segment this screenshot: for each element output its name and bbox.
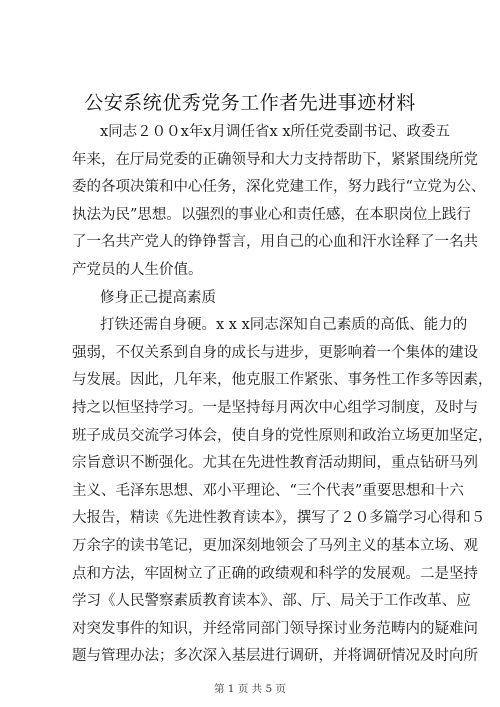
paragraph-line: 班子成员交流学习体会，使自身的党性原则和政治立场更加坚定， (72, 427, 493, 444)
paragraph-line: 产党员的人生价值。 (72, 261, 203, 278)
paragraph-line: 强弱，不仅关系到自身的成长与进步，更影响着一个集体的建设 (72, 344, 478, 361)
paragraph-line: 宗旨意识不断强化。尤其在先进性教育活动期间，重点钻研马列 (72, 455, 478, 472)
paragraph-line: 主义、毛泽东思想、邓小平理论、“三个代表”重要思想和十六 (72, 482, 464, 499)
document-body (72, 119, 493, 671)
paragraph-line: 持之以恒坚持学习。一是坚持每月两次中心组学习制度，及时与 (72, 399, 478, 416)
paragraph-line: 打铁还需自身硬。x x x同志深知自己素质的高低、能力的 (100, 317, 468, 334)
section-heading: 修身正己提高素质 (100, 289, 216, 306)
paragraph-line: 点和方法，牢固树立了正确的政绩观和科学的发展观。二是坚持 (72, 565, 478, 582)
paragraph-line: 了一名共产党人的铮铮誓言，用自己的心血和汗水诠释了一名共 (72, 234, 478, 251)
paragraph-line: 对突发事件的知识，并经常同部门领导探讨业务范畴内的疑难问 (72, 620, 478, 637)
paragraph-line: 委的各项决策和中心任务，深化党建工作，努力践行“立党为公、 (72, 179, 486, 196)
paragraph-line: 学习《人民警察素质教育读本》、部、厅、局关于工作改革、应 (72, 593, 471, 610)
paragraph-line: 大报告，精读《先进性教育读本》，撰写了２０多篇学习心得和５ (72, 510, 486, 527)
paragraph-line: 年来，在厅局党委的正确领导和大力支持帮助下，紧紧围绕所党 (72, 151, 478, 168)
paragraph-line: 万余字的读书笔记，更加深刻地领会了马列主义的基本立场、观 (72, 537, 478, 554)
paragraph-line: 执法为民”思想。以强烈的事业心和责任感，在本职岗位上践行 (72, 206, 471, 223)
paragraph-line: 与发展。因此，几年来，他克服工作紧张、事务性工作多等因素， (72, 372, 493, 389)
page-footer: 第 1 页 共 5 页 (213, 683, 287, 695)
document-title: 公安系统优秀党务工作者先进事迹材料 (84, 92, 416, 114)
paragraph-line: 题与管理办法；多次深入基层进行调研，并将调研情况及时向所 (72, 648, 478, 665)
paragraph-line: x同志２００x年x月调任省x x所任党委副书记、政委五 (100, 124, 450, 140)
